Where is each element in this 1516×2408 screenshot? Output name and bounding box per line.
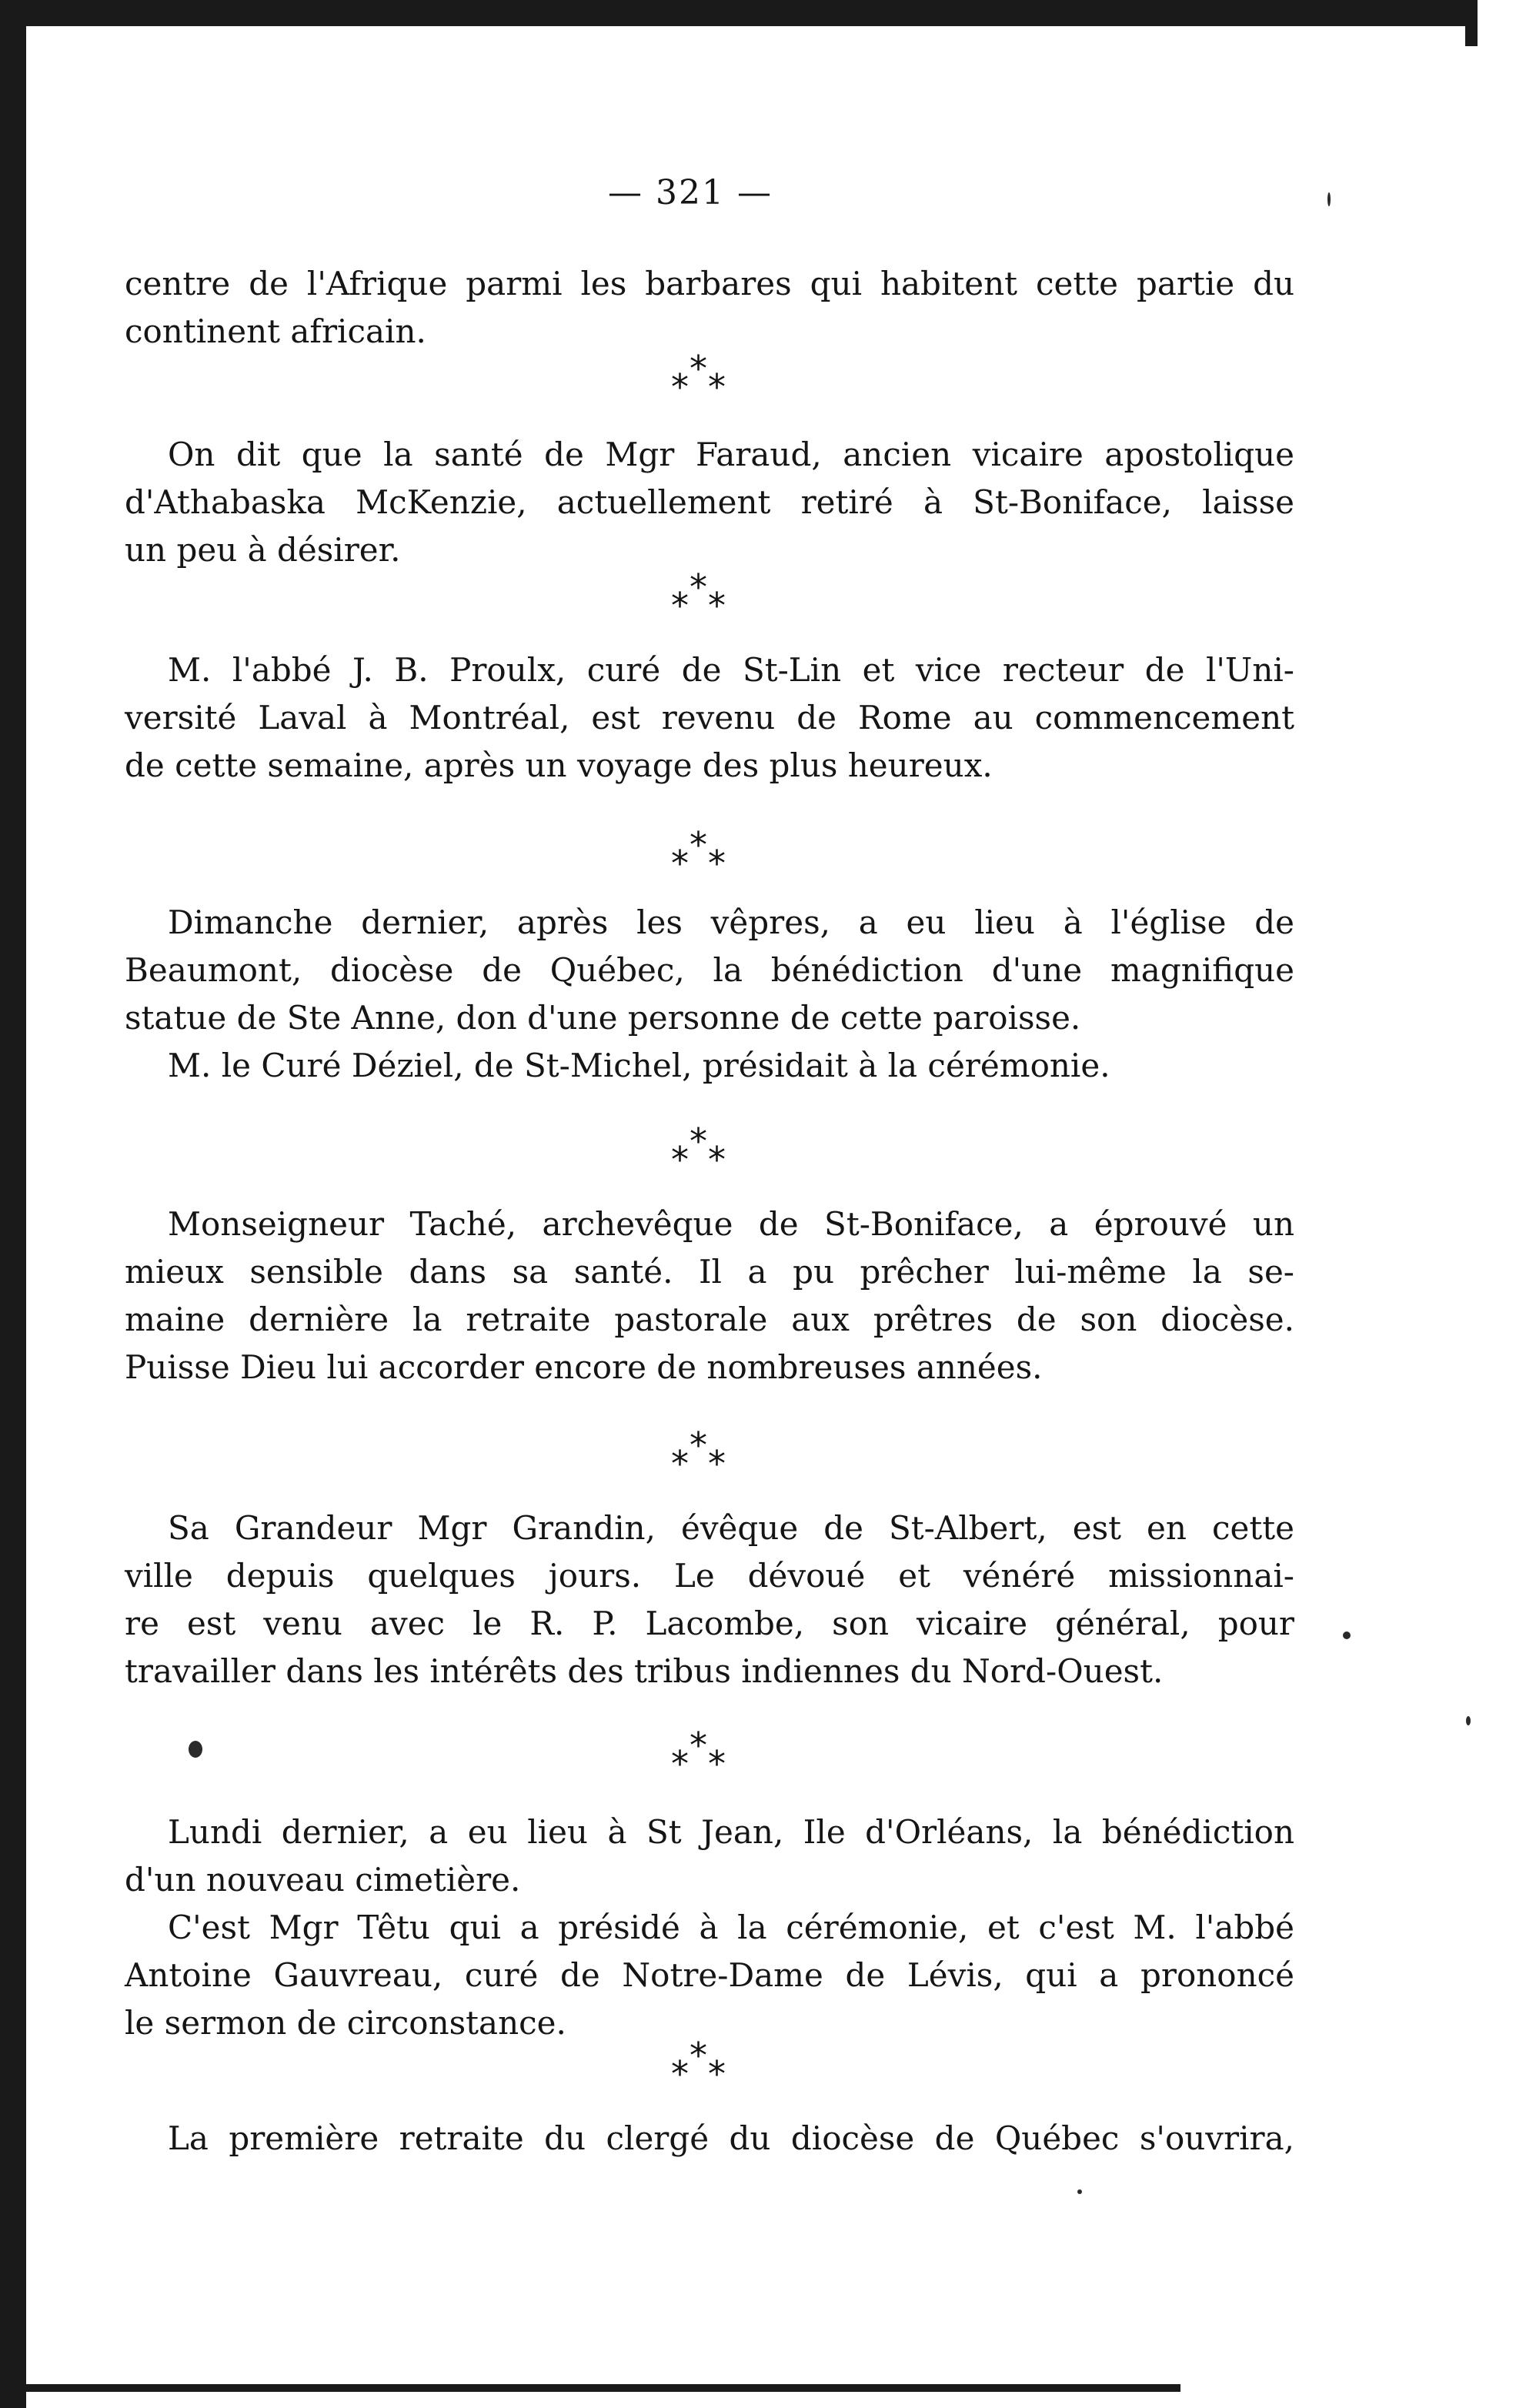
- text-line: M. l'abbé J. B. Proulx, curé de St-Lin et vice recteur de l'Uni-: [168, 651, 1294, 689]
- text-line: Dimanche dernier, après les vêpres, a eu lieu à l'église de: [168, 903, 1294, 941]
- text-line: Monseigneur Taché, archevêque de St-Boniface, a éprouvé un: [168, 1205, 1294, 1243]
- scan-speck: [1466, 1716, 1471, 1725]
- asterism-divider: * * *: [671, 1725, 726, 1785]
- paragraph-beaumont: [125, 899, 1294, 1090]
- scan-border-bottom: [26, 2384, 1180, 2392]
- text-line: le sermon de circonstance.: [125, 2004, 566, 2042]
- paragraph-retraite-clerge: [125, 2115, 1294, 2163]
- paragraph-mgr-faraud: [125, 431, 1294, 574]
- paragraph-africa: [125, 260, 1294, 356]
- scan-speck: [1327, 192, 1331, 206]
- text-line: mieux sensible dans sa santé. Il a pu prêcher lui-même la se-: [125, 1253, 1294, 1291]
- paragraph-st-jean: [125, 1809, 1294, 2047]
- text-line: Antoine Gauvreau, curé de Notre-Dame de Lévis, qui a prononcé: [125, 1956, 1294, 1994]
- text-line: de cette semaine, après un voyage des plus heureux.: [125, 746, 993, 784]
- text-line: d'Athabaska McKenzie, actuellement retiré à St-Boniface, laisse: [125, 483, 1294, 521]
- text-line: ville depuis quelques jours. Le dévoué et vénéré missionnai-: [125, 1557, 1294, 1595]
- text-line: d'un nouveau cimetière.: [125, 1861, 521, 1899]
- text-line: La première retraite du clergé du diocèse de Québec s'ouvrira,: [168, 2119, 1294, 2157]
- asterism-divider: * * *: [671, 1121, 726, 1181]
- scan-speck: [1077, 2189, 1082, 2194]
- scan-speck: [189, 1741, 202, 1758]
- text-line: Beaumont, diocèse de Québec, la bénédiction d'une magnifique: [125, 951, 1294, 989]
- text-line: centre de l'Afrique parmi les barbares qui habitent cette partie du: [125, 265, 1294, 302]
- text-line: re est venu avec le R. P. Lacombe, son vicaire général, pour: [125, 1605, 1294, 1642]
- scan-border-right: [1465, 0, 1478, 46]
- asterism-divider: * * *: [671, 566, 726, 626]
- text-line: un peu à désirer.: [125, 531, 401, 569]
- page-number: — 321 —: [608, 173, 773, 212]
- text-line: M. le Curé Déziel, de St-Michel, présidait à la cérémonie.: [168, 1047, 1110, 1084]
- text-line: maine dernière la retraite pastorale aux prêtres de son diocèse.: [125, 1301, 1294, 1338]
- scan-border-left: [0, 0, 26, 2408]
- text-line: statue de Ste Anne, don d'une personne de cette paroisse.: [125, 999, 1081, 1037]
- scan-border-top: [0, 0, 1478, 26]
- text-line: Sa Grandeur Mgr Grandin, évêque de St-Albert, est en cette: [168, 1509, 1294, 1547]
- asterism-divider: * * *: [671, 2035, 726, 2095]
- text-line: travailler dans les intérêts des tribus indiennes du Nord-Ouest.: [125, 1652, 1164, 1690]
- text-line: Puisse Dieu lui accorder encore de nombreuses années.: [125, 1348, 1043, 1386]
- paragraph-mgr-grandin: [125, 1505, 1294, 1695]
- text-line: On dit que la santé de Mgr Faraud, ancien vicaire apostolique: [168, 436, 1294, 473]
- paragraph-mgr-tache: [125, 1201, 1294, 1391]
- paragraph-abbe-proulx: [125, 646, 1294, 790]
- text-line: continent africain.: [125, 312, 426, 350]
- asterism-divider: * * *: [671, 1424, 726, 1485]
- scan-speck: [1343, 1631, 1351, 1639]
- asterism-divider: * * *: [671, 824, 726, 884]
- text-line: C'est Mgr Têtu qui a présidé à la cérémonie, et c'est M. l'abbé: [168, 1909, 1294, 1946]
- text-line: Lundi dernier, a eu lieu à St Jean, Ile d'Orléans, la bénédiction: [168, 1813, 1294, 1851]
- text-line: versité Laval à Montréal, est revenu de Rome au commencement: [125, 699, 1294, 736]
- asterism-divider: * * *: [671, 348, 726, 408]
